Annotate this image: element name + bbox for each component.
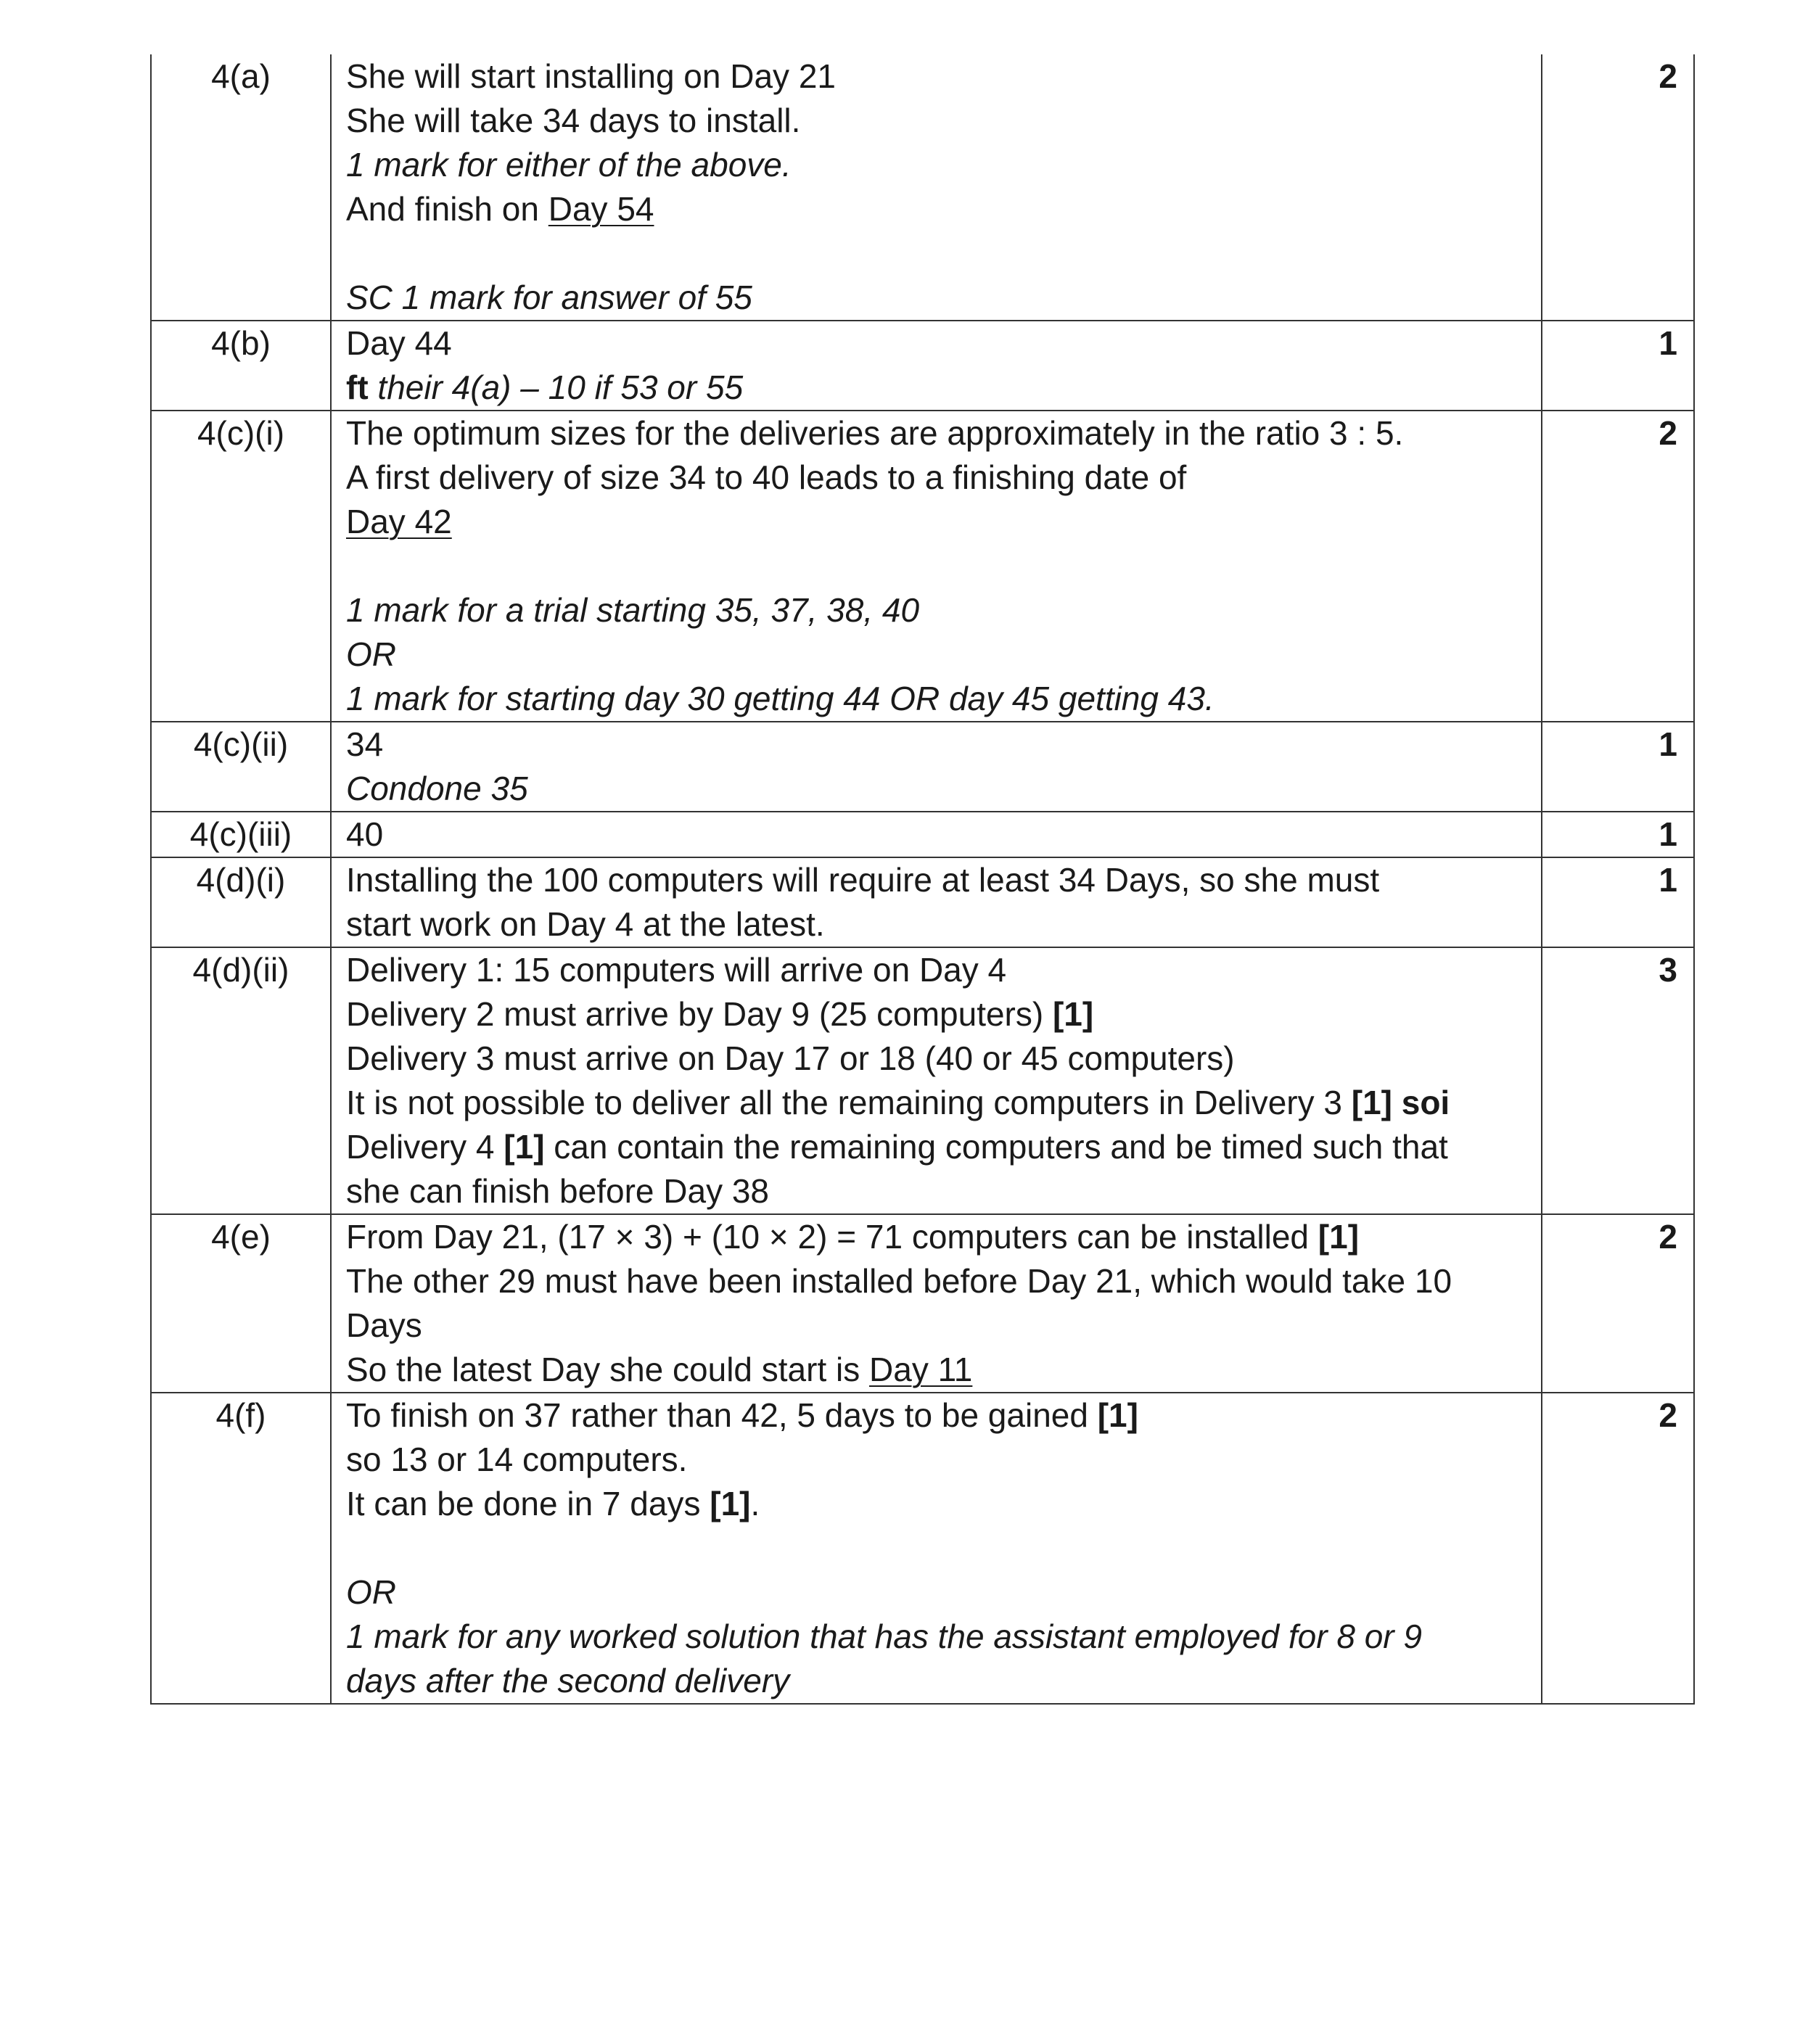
table-row [151,321,1694,411]
answer-line [346,902,1526,947]
guidance-text: 1 mark for either of the above. [346,146,792,184]
question-number: 4(c)(i) [197,414,285,452]
marks-cell [1542,812,1694,857]
guidance-text: Condone 35 [346,770,528,807]
mark-token: [1] [504,1128,545,1166]
marks-cell [1542,1214,1694,1393]
answer-line [346,1303,1526,1348]
guidance-text: days after the second delivery [346,1662,790,1699]
guidance-text: their 4(a) – 10 if 53 or 55 [368,368,744,406]
table-row [151,411,1694,722]
answer-text: she can finish before Day 38 [346,1172,770,1210]
answer-text: Delivery 1: 15 computers will arrive on Day 4 [346,951,1007,989]
answer-line [346,1259,1526,1303]
table-row [151,947,1694,1214]
answer-line [346,588,1526,632]
answer-line [346,858,1526,902]
answer-text: And finish on [346,190,548,228]
answer-line [346,677,1526,721]
marks-value: 1 [1659,815,1677,853]
mark-token: [1] [1052,995,1094,1033]
answer-text: To finish on 37 rather than 42, 5 days to be gained [346,1396,1098,1434]
answer-line [346,1393,1526,1438]
answer-text: . [750,1485,760,1522]
answer-text: Delivery 2 must arrive by Day 9 (25 computers) [346,995,1053,1033]
answer-text: A first delivery of size 34 to 40 leads to a finishing date of [346,458,1187,496]
answer-text: It can be done in 7 days [346,1485,710,1522]
answer-line [346,321,1526,366]
table-row [151,1393,1694,1704]
answer-cell [331,722,1542,812]
answer-text: Delivery 4 [346,1128,504,1166]
answer-text: Day 44 [346,324,452,362]
answer-text: The optimum sizes for the deliveries are approximately in the ratio 3 : 5. [346,414,1404,452]
guidance-text: OR [346,635,396,673]
answer-text: can contain the remaining computers and be timed such that [544,1128,1448,1166]
marks-cell [1542,54,1694,321]
answer-text: so 13 or 14 computers. [346,1441,688,1478]
answer-cell [331,947,1542,1214]
guidance-text: 1 mark for starting day 30 getting 44 OR day 45 getting 43. [346,680,1215,717]
answer-line [346,411,1526,456]
marks-value: 2 [1659,1218,1677,1256]
answer-text: She will start installing on Day 21 [346,57,836,95]
answer-text: She will take 34 days to install. [346,102,801,139]
marks-cell [1542,947,1694,1214]
answer-line [346,1169,1526,1213]
final-answer: Day 11 [869,1351,973,1388]
answer-line [346,722,1526,767]
answer-cell [331,321,1542,411]
answer-line [346,1037,1526,1081]
answer-line [346,948,1526,992]
question-number-cell [151,857,331,947]
marks-value: 2 [1659,414,1677,452]
answer-text: From Day 21, (17 × 3) + (10 × 2) = 71 computers can be installed [346,1218,1318,1256]
answer-line [346,456,1526,500]
question-number: 4(d)(i) [196,861,286,899]
question-number: 4(c)(ii) [193,725,289,763]
answer-line [346,99,1526,143]
final-answer: Day 42 [346,503,452,540]
answer-line [346,632,1526,677]
answer-text: 34 [346,725,384,763]
marks-value: 1 [1659,861,1677,899]
answer-line [346,812,1526,857]
answer-line [346,1215,1526,1259]
marks-value: 2 [1659,57,1677,95]
answer-cell [331,812,1542,857]
table-row [151,812,1694,857]
marks-value: 3 [1659,951,1677,989]
guidance-text: SC 1 mark for answer of 55 [346,279,752,316]
answer-cell [331,1214,1542,1393]
table-row [151,722,1694,812]
question-number-cell [151,321,331,411]
mark-token: [1] [1097,1396,1138,1434]
marks-cell [1542,321,1694,411]
answer-cell [331,857,1542,947]
answer-cell [331,411,1542,722]
guidance-text: OR [346,1573,396,1611]
answer-text: Installing the 100 computers will require at least 34 Days, so she must [346,861,1380,899]
answer-cell [331,1393,1542,1704]
marks-cell [1542,411,1694,722]
question-number: 4(d)(ii) [192,951,289,989]
question-number-cell [151,722,331,812]
question-number: 4(e) [211,1218,271,1256]
answer-line [346,500,1526,544]
blank-line [346,231,1526,276]
guidance-text: 1 mark for a trial starting 35, 37, 38, 40 [346,591,920,629]
answer-cell [331,54,1542,321]
answer-text: 40 [346,815,384,853]
answer-line [346,767,1526,811]
answer-text: The other 29 must have been installed before Day 21, which would take 10 [346,1262,1452,1300]
answer-text: It is not possible to deliver all the remaining computers in Delivery 3 [346,1084,1352,1121]
answer-line [346,1570,1526,1615]
marks-value: 2 [1659,1396,1677,1434]
answer-text: So the latest Day she could start is [346,1351,870,1388]
question-number: 4(c)(iii) [189,815,292,853]
question-number-cell [151,54,331,321]
answer-text: start work on Day 4 at the latest. [346,905,825,943]
question-number-cell [151,947,331,1214]
question-number-cell [151,411,331,722]
guidance-text: 1 mark for any worked solution that has the assistant employed for 8 or 9 [346,1618,1422,1655]
mark-scheme-body [151,54,1694,1704]
marks-value: 1 [1659,725,1677,763]
mark-token: [1] [1318,1218,1360,1256]
marks-cell [1542,722,1694,812]
answer-text: Days [346,1306,422,1344]
mark-token: [1] [710,1485,751,1522]
answer-line [346,143,1526,187]
table-row [151,54,1694,321]
answer-line [346,187,1526,231]
marks-cell [1542,1393,1694,1704]
question-number-cell [151,812,331,857]
mark-scheme-table [150,54,1695,1705]
answer-line [346,54,1526,99]
question-number: 4(f) [215,1396,266,1434]
marks-value: 1 [1659,324,1677,362]
answer-line [346,1438,1526,1482]
answer-line [346,366,1526,410]
answer-line [346,1659,1526,1703]
answer-line [346,1348,1526,1392]
marks-cell [1542,857,1694,947]
table-row [151,857,1694,947]
question-number-cell [151,1214,331,1393]
mark-token: [1] soi [1351,1084,1450,1121]
question-number: 4(b) [211,324,271,362]
mark-token: ft [346,368,369,406]
answer-line [346,276,1526,320]
answer-line [346,1125,1526,1169]
answer-line [346,992,1526,1037]
question-number-cell [151,1393,331,1704]
answer-line [346,1482,1526,1526]
blank-line [346,544,1526,588]
answer-line [346,1615,1526,1659]
final-answer: Day 54 [548,190,654,228]
answer-line [346,1081,1526,1125]
blank-line [346,1526,1526,1570]
question-number: 4(a) [211,57,271,95]
answer-text: Delivery 3 must arrive on Day 17 or 18 (40 or 45 computers) [346,1039,1235,1077]
table-row [151,1214,1694,1393]
